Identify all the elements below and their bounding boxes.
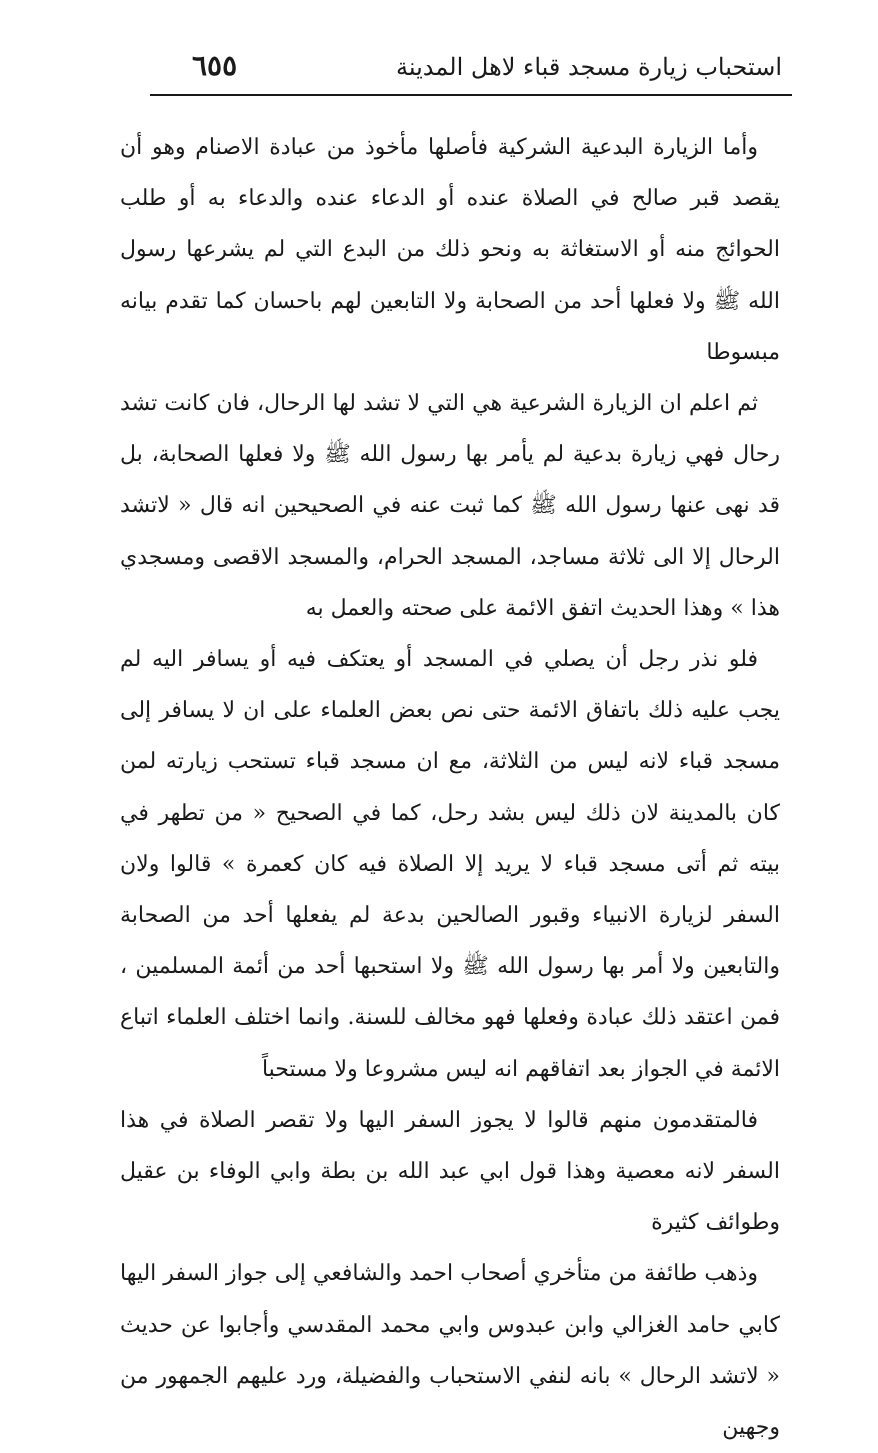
paragraph: ثم اعلم ان الزيارة الشرعية هي التي لا تشد لها الرحال، فان كانت تشد رحال فهي زيارة بدعية لم يأمر بها رسول الله ﷺ ولا فعلها الصحابة، بل قد نهى عنها رسول الله ﷺ كما ثبت عنه في الصحيحين انه قال « لاتشد الرحال إلا الى ثلاثة مساجد، المسجد الحرام، والمسجد الاقصى ومسجدي هذا » وهذا الحديث اتفق الائمة على صحته والعمل به: [120, 391, 780, 621]
page-number: ٦٥٥: [192, 49, 238, 82]
running-title: استحباب زيارة مسجد قباء لاهل المدينة: [396, 53, 782, 81]
paragraph: وذهب طائفة من متأخري أصحاب احمد والشافعي إلى جواز السفر اليها كابي حامد الغزالي وابن عبدوس وابي محمد المقدسي وأجابوا عن حديث « لاتشد الرحال » بانه لنفي الاستحباب والفضيلة، ورد عليهم الجمهور من وجهين: [120, 1261, 780, 1441]
paragraph: فالمتقدمون منهم قالوا لا يجوز السفر اليها ولا تقصر الصلاة في هذا السفر لانه معصية وهذا قول ابي عبد الله بن بطة وابي الوفاء بن عقيل وطوائف كثيرة: [120, 1107, 780, 1236]
body-text: [120, 122, 780, 1453]
paragraph: وأما الزيارة البدعية الشركية فأصلها مأخوذ من عبادة الاصنام وهو أن يقصد قبر صالح في الصلاة عنده أو الدعاء عنده والدعاء به أو طلب الحوائج منه أو الاستغاثة به ونحو ذلك من البدع التي لم يشرعها رسول الله ﷺ ولا فعلها أحد من الصحابة ولا التابعين لهم باحسان كما تقدم بيانه مبسوطا: [120, 135, 780, 365]
page-header: [150, 44, 790, 92]
header-divider: [150, 94, 792, 96]
paragraph: فلو نذر رجل أن يصلي في المسجد أو يعتكف فيه أو يسافر اليه لم يجب عليه ذلك باتفاق الائمة حتى نص بعض العلماء على ان لا يسافر إلى مسجد قباء لانه ليس من الثلاثة، مع ان مسجد قباء تستحب زيارته لمن كان بالمدينة لان ذلك ليس بشد رحل، كما في الصحيح « من تطهر في بيته ثم أتى مسجد قباء لا يريد إلا الصلاة فيه كان كعمرة » قالوا ولان السفر لزيارة الانبياء وقبور الصالحين بدعة لم يفعلها أحد من الصحابة والتابعين ولا أمر بها رسول الله ﷺ ولا استحبها أحد من أئمة المسلمين ، فمن اعتقد ذلك عبادة وفعلها فهو مخالف للسنة. وانما اختلف العلماء اتباع الائمة في الجواز بعد اتفاقهم انه ليس مشروعا ولا مستحباً: [120, 647, 780, 1082]
